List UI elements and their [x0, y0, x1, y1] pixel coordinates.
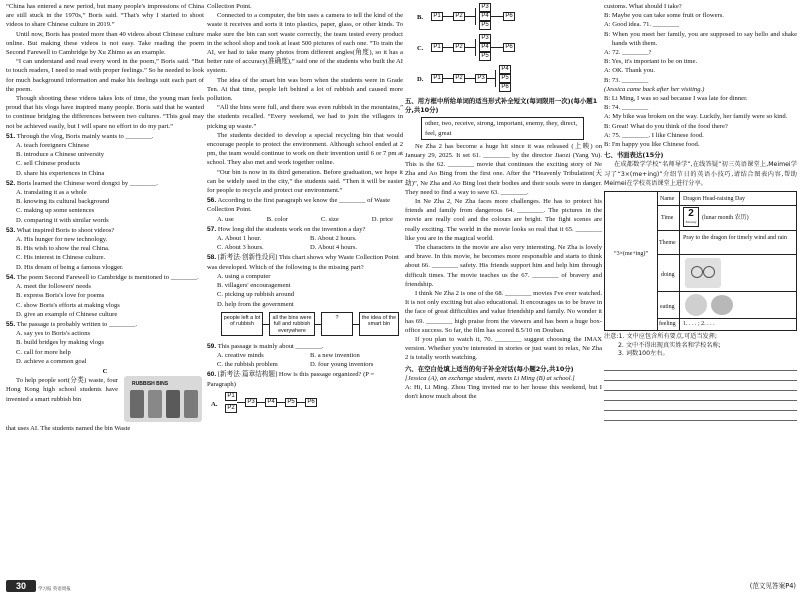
answer-option[interactable]: A. meet the followers' needs [16, 283, 91, 291]
question-stem: What inspired Boris to shoot videos? [16, 226, 115, 234]
p-box: P5 [479, 52, 491, 61]
p-box: P2 [453, 12, 465, 21]
p-box: P6 [305, 398, 317, 407]
theme-value: Pray to the dragon for timely wind and rain [683, 235, 787, 242]
connector [487, 78, 495, 79]
chart-box: ? [321, 312, 353, 336]
column-3 [405, 2, 602, 592]
page-number: 30 [6, 580, 36, 592]
feeling-label: feeling [659, 321, 676, 328]
question-number: 54. [6, 273, 16, 281]
cause-chart [213, 310, 403, 340]
p-box: P5 [285, 398, 297, 407]
question-stem: [新考法·创新性设问] This chart shows why Waste Collection Point was developed. Which of the following is the missing part? [207, 254, 399, 271]
time-label: Time [661, 215, 674, 222]
dialogue-line: A: Hi, Li Ming. Zhou Ting invited me to her house this weekend, but I don't know much about the [405, 384, 602, 401]
question-stem: Through the vlog, Boris mainly wants to ________. [16, 132, 154, 140]
question-stem: Boris learned the Chinese word dongxi by ________. [16, 179, 158, 187]
p-box: P5 [479, 21, 491, 30]
question-number: 59. [207, 342, 217, 350]
p-box: P4 [479, 43, 491, 52]
paragraph: To help people sort(分类) waste, four Hong Kong high school students have invented a smart rubbish bin [6, 377, 118, 403]
divider [657, 291, 796, 292]
answer-option[interactable]: C. show Boris's efforts at making vlogs [16, 301, 120, 309]
connector [297, 402, 305, 403]
divider [679, 192, 680, 330]
question-number: 51. [6, 132, 16, 140]
answer-option[interactable]: D. price [371, 215, 393, 223]
notes-title: 注意: [604, 333, 619, 341]
question-stem: [新考法·篇章结构题] How is this passage organized? (P = Paragraph) [207, 371, 375, 388]
paragraph: Connected to a computer, the bin uses a camera to tell the kind of the waste it receives and sorts it into plastics, paper, glass, or other kinds. To make sure the bin can sort waste correctly, the team tested every product in the school shop and took at least 500 pictures of each one. “To train the AI, we had to take many photos from different angles(角度), so it has a better rate of accuracy(准确度),” said one of the students who built the AI system. [207, 12, 403, 75]
p-box: P1 [431, 12, 443, 21]
writing-line[interactable] [604, 381, 797, 391]
paragraph: The idea of the smart bin was born when the students were in Grade Ten. At that time, people left behind a lot of rubbish and caused more pollution. [207, 76, 403, 103]
connector [443, 78, 453, 79]
theme-label: Theme [659, 240, 676, 247]
connector [277, 402, 285, 403]
column-1 [6, 2, 204, 592]
barber-scissors-image [685, 258, 721, 288]
dialogue-line: customs. What should I take? [604, 3, 682, 10]
paragraph: that uses AI. The students named the bin Waste [6, 425, 131, 433]
calendar-day: 2 [688, 208, 694, 220]
structure-diagram-d [405, 65, 602, 95]
noodles-image [685, 294, 707, 316]
option-label: D. [417, 76, 424, 83]
connector [475, 39, 476, 56]
word-bank: other, two, receive, strong, important, enemy, they, direct, feel, great [421, 117, 584, 139]
dialogue-line: A: OK. Thank you. [604, 67, 655, 75]
question-stem: The passage is probably written to ________. [16, 320, 138, 328]
answer-option[interactable]: C. sell Chinese products [16, 160, 81, 168]
question [207, 225, 403, 234]
note-item: 3. 词数100左右。 [618, 350, 669, 358]
option-row [207, 351, 403, 360]
answer-option[interactable]: A. teach foreigners Chinese [16, 142, 90, 150]
question-number: 57. [207, 225, 217, 233]
question [207, 342, 403, 351]
connector [443, 16, 453, 17]
section-five-title: 五、用方框中所给单词的适当形式补全短文(每词限用一次)(每小题1分,共10分) [405, 97, 598, 115]
connector [237, 402, 245, 403]
p-box: P3 [245, 398, 257, 407]
writing-line[interactable] [604, 401, 797, 411]
answer-option[interactable]: B. introduce a Chinese university [16, 151, 105, 159]
dialogue-line: A: My bike was broken on the way. Luckily, her family were so kind. [604, 113, 788, 121]
question-number: 60. [207, 371, 217, 379]
connector [257, 402, 265, 403]
paragraph: Ne Zha 2 has become a huge hit since it was released (上映) on January 29, 2025. It set 61. ________ by the director Jiaozi (Yang Yu). This is the 62. ________ movie that continues the exciting story of Ne Zha and Ao Bing from the first one. After the “Heavenly Tribulation(天劫)”, Ne Zha and Ao Bing lost their bodies and their souls were in danger. They need to find a way to save 63. ________. [405, 142, 602, 196]
question [6, 179, 204, 188]
answer-option[interactable]: B. express Boris's love for poems [16, 292, 105, 300]
image-label: RUBBISH BINS [132, 381, 169, 388]
structure-diagram-b [405, 3, 602, 33]
p-box: P2 [225, 404, 237, 413]
column-4 [604, 2, 797, 592]
paragraph: Though shooting these videos takes lots of time, the young man feels proud that his vlogs have inspired many people. Boris said that he wanted to continue bridging the differences between two cultures. “This goal may not be achieved easily, but I will spare no effort to do my part.” [6, 95, 204, 130]
answer-option[interactable]: B. knowing its cultural background [16, 198, 110, 206]
answer-option[interactable]: B. His wish to show the real China. [16, 245, 110, 253]
answer-reference: (范文见答案P4) [749, 581, 796, 590]
dialogue-line: A: 75. ________. I like Chinese food. [604, 131, 704, 139]
question-stem: This passage is mainly about ________. [217, 342, 324, 350]
section-heading: C [102, 367, 108, 375]
question-number: 53. [6, 226, 16, 234]
section-seven-title: 七、书面表达(15分) [604, 151, 664, 160]
column-2 [207, 2, 403, 592]
question [6, 320, 204, 329]
bin-shape [130, 390, 144, 418]
table-title: “3×(me+ing)” [613, 251, 649, 258]
paragraph: “China has entered a new period, but many people's impressions of China are still stuck in the 1970s,” Boris said. “That's why I started to shoot videos to share Chinese culture in 2019.” [6, 3, 204, 29]
question [6, 226, 204, 235]
p-box: P4 [499, 65, 511, 74]
question [207, 196, 403, 214]
p-box: P1 [431, 74, 443, 83]
connector [475, 8, 476, 25]
answer-option[interactable]: D. About 4 hours. [310, 244, 358, 252]
connector [491, 16, 503, 17]
question-number: 52. [6, 179, 16, 187]
answer-option[interactable]: A. using a computer [217, 272, 271, 280]
question-number: 55. [6, 320, 16, 328]
chart-box: people left a lot of rubbish [221, 312, 263, 336]
answer-option[interactable]: B. About 2 hours. [310, 235, 357, 243]
question [6, 273, 204, 282]
question-number: 56. [207, 197, 217, 205]
structure-diagram-a [207, 390, 403, 418]
dialogue [604, 2, 797, 149]
paragraph: “All the bins were full, and there was even rubbish in the mountains,” the students recalled. “Every weekend, we had to join the villagers in picking up waste.” [207, 104, 403, 130]
answer-option[interactable]: C. About 3 hours. [217, 244, 264, 252]
answer-option[interactable]: B. color [266, 215, 288, 223]
connector [495, 70, 496, 87]
writing-line[interactable] [604, 391, 797, 401]
question-stem: How long did the students work on the invention a day? [217, 225, 366, 233]
calendar-month: February [685, 220, 697, 225]
answer-option[interactable]: A. use [217, 215, 234, 223]
option-label: C. [417, 45, 424, 52]
writing-line[interactable] [604, 371, 797, 381]
writing-lines [604, 361, 797, 421]
connector [465, 78, 475, 79]
p-box: P5 [499, 74, 511, 83]
paragraph: “I can understand and read every word in the poem,” Boris said. “But to touch readers, I need to read with proper feelings.” So he needed to look for much background information and make his feelings suit each part of the poem. [6, 58, 204, 93]
section-six-title: 六、在空白处填上适当的句子补全对话(每小题2分,共10分) [405, 364, 574, 373]
time-value: (lunar month 农历) [702, 215, 749, 222]
divider [657, 192, 658, 330]
dialogue-intro: [Jessica (A), an exchange student, meets Li Ming (B) at school.] [405, 374, 575, 382]
notes [604, 333, 797, 359]
passage-c-block [6, 376, 204, 424]
dialogue-line: B: I'm happy you like Chinese food. [604, 141, 700, 149]
p-box: P2 [453, 43, 465, 52]
p-box: P1 [431, 43, 443, 52]
divider [657, 205, 796, 206]
p-box: P6 [503, 43, 515, 52]
answer-option[interactable]: A. creative minds [217, 351, 264, 359]
question-list [6, 132, 204, 366]
dialogue-line: (Jessica came back after her visiting.) [604, 85, 705, 93]
feeling-value: 1. . . . ; 2. . . . [683, 321, 715, 328]
option-row [207, 215, 403, 224]
dialogue-line: B: When you meet her family, you are supposed to say hello and shake hands with them. [604, 30, 797, 47]
festival-table [604, 191, 797, 331]
dialogue-line: A: Good idea. 71. ________ [604, 21, 680, 29]
paragraph: Until now, Boris has posted more than 40 videos about Chinese culture online. But making these videos is not easy. Take reading the poem Second Farewell to Cambridge by Xu Zhimo as an example. [6, 30, 204, 57]
dialogue-line: B: Li Ming, I was so sad because I was late for dinner. [604, 95, 748, 103]
p-box: P3 [475, 74, 487, 83]
answer-option[interactable]: C. call for more help [16, 348, 71, 356]
scissors-icon [691, 266, 703, 278]
dialogue-line: B: 74. ________ [604, 104, 649, 112]
connector [465, 16, 475, 17]
answer-option[interactable]: D. His dream of being a famous vlogger. [16, 263, 124, 271]
p-box: P3 [479, 3, 491, 12]
question-stem: The poem Second Farewell to Cambridge is mentioned to ________. [16, 273, 199, 281]
question-number: 58. [207, 254, 217, 262]
answer-option[interactable]: D. help from the government [217, 300, 294, 308]
name-label: Name [660, 196, 675, 203]
food-image [711, 295, 733, 315]
divider [657, 254, 796, 255]
note-item: 1. 文中应包含所有要点,可适当发挥; [618, 333, 718, 341]
answer-option[interactable]: B. villagers' encouragement [217, 282, 291, 290]
paragraph: “Our bin is now in its third generation. Before graduation, we hope it can be widely used in the city,” the students said. “Then it will be easier for people to recycle and protect our environment.” [207, 168, 403, 195]
option-row [207, 243, 403, 252]
answer-option[interactable]: A. say yes to Boris's actions [16, 330, 91, 338]
answer-option[interactable]: C. His interest in Chinese culture. [16, 254, 106, 262]
answer-option[interactable]: B. a new invention [310, 351, 360, 359]
answer-option[interactable]: D. comparing it with similar words [16, 216, 109, 224]
bin-shape [166, 390, 180, 418]
p-box: P4 [265, 398, 277, 407]
answer-option[interactable]: C. the rubbish problem [217, 361, 278, 369]
connector [465, 47, 475, 48]
writing-line[interactable] [604, 361, 797, 371]
answer-option[interactable]: D. four young inventors [310, 361, 374, 369]
answer-option[interactable]: B. build bridges by making vlogs [16, 339, 104, 347]
answer-option[interactable]: A. translating it as a whole [16, 189, 87, 197]
note-item: 2. 文中不得出现真实姓名和学校名称; [618, 341, 721, 349]
paragraph: In Ne Zha 2, Ne Zha faces more challenges. He has to protect his friends and family from dangerous 64. ________. The pictures in the movie are really cool and the colours are bright. The fight scenes are really exciting. The world in the movie looks so real that it 65. ________ like you are in the magical world. [405, 198, 602, 242]
paragraph: If you plan to watch it, 70. ________ suggest choosing the IMAX version. Whether you're interested in stories or just want to relax, Ne Zha 2 is totally worth watching. [405, 336, 602, 362]
p-box: P2 [453, 74, 465, 83]
answer-option[interactable]: D. give an example of Chinese culture [16, 310, 118, 318]
question [207, 370, 403, 388]
answer-option[interactable]: C. picking up rubbish around [217, 291, 295, 299]
paragraph: Collection Point. [207, 3, 252, 10]
option-row [207, 360, 403, 369]
question-stem: According to the first paragraph we know the ________ of Waste Collection Point. [207, 197, 391, 214]
structure-diagram-c [405, 34, 602, 64]
bin-shape [184, 390, 198, 418]
writing-line[interactable] [604, 411, 797, 421]
calendar-icon [683, 207, 699, 227]
answer-option[interactable]: C. making up some sentences [16, 207, 95, 215]
dialogue-line: B: Yes, it's important to be on time. [604, 58, 698, 66]
p-box: P6 [503, 12, 515, 21]
option-label: B. [417, 14, 424, 21]
chart-box: all the bins were full and rubbish everywhere [269, 312, 315, 336]
chart-box: the idea of the smart bin [359, 312, 399, 336]
dialogue-line: A: 72. ________? [604, 49, 652, 57]
answer-option[interactable]: D. share his experiences in China [16, 169, 105, 177]
dialogue-line: B: Great! What do you think of the food there? [604, 122, 728, 130]
question-list [207, 196, 403, 388]
paragraph: The students decided to develop a special recycling bin that would encourage people to protect the environment. Although school ended at 2 pm, the team would continue to work on their invention until 6 or 7 pm at school. They also met and work together online. [207, 131, 403, 167]
p-box: P3 [479, 34, 491, 43]
notes-row [604, 333, 797, 342]
rubbish-bins-image [124, 376, 202, 422]
answer-option[interactable]: C. size [320, 215, 339, 223]
doing-label: doing [661, 272, 675, 279]
answer-option[interactable]: D. achieve a common goal [16, 357, 87, 365]
question [207, 253, 403, 271]
answer-option[interactable]: A. His hunger for new technology. [16, 236, 108, 244]
connector [443, 47, 453, 48]
p-box: P6 [499, 83, 511, 92]
divider [657, 230, 796, 231]
p-box: P4 [479, 12, 491, 21]
paragraph: I think Ne Zha 2 is one of the 68. ________ movies I've ever watched. It is not only exciting but also educational. It encourages us to be brave in the face of great difficulties and value friendship and family. No wonder it has 69. ________ high praise from the viewers and has been a huge box-office success. So far, the film has scored 8.5/10 on Douban. [405, 290, 602, 334]
connector [491, 47, 503, 48]
name-value: Dragon Head-raising Day [683, 196, 745, 203]
dialogue-line: B: 73. ________ [604, 76, 649, 84]
option-row [207, 234, 403, 243]
eating-label: eating [660, 304, 675, 311]
p-box: P1 [225, 392, 237, 401]
scissors-icon [703, 266, 715, 278]
question [6, 132, 204, 141]
publication-label: 学习报 英语周报 [38, 586, 71, 591]
paragraph: The characters in the movie are also very interesting. Ne Zha is lovely and brave. In this movie, he becomes more responsible and starts to think about 66. ________ safety. His friends support him and help him through difficult times. The movie teaches us the 67. ________ of bravery and friendship. [405, 244, 602, 288]
option-label: A. [211, 400, 218, 408]
dialogue-line: B: Maybe you can take some fruit or flowers. [604, 12, 724, 20]
divider [657, 318, 796, 319]
bin-shape [148, 390, 162, 418]
answer-option[interactable]: A. About 1 hour. [217, 235, 262, 243]
writing-prompt: 在成都数学学校“名师导学”,在线答疑“初三英语课堂上,Meimei学习了“3×(me+ing)”介绍节日的英语小技巧,请结合图表内容,帮助Meimei在学校英语课堂上进行分享。 [604, 161, 797, 187]
